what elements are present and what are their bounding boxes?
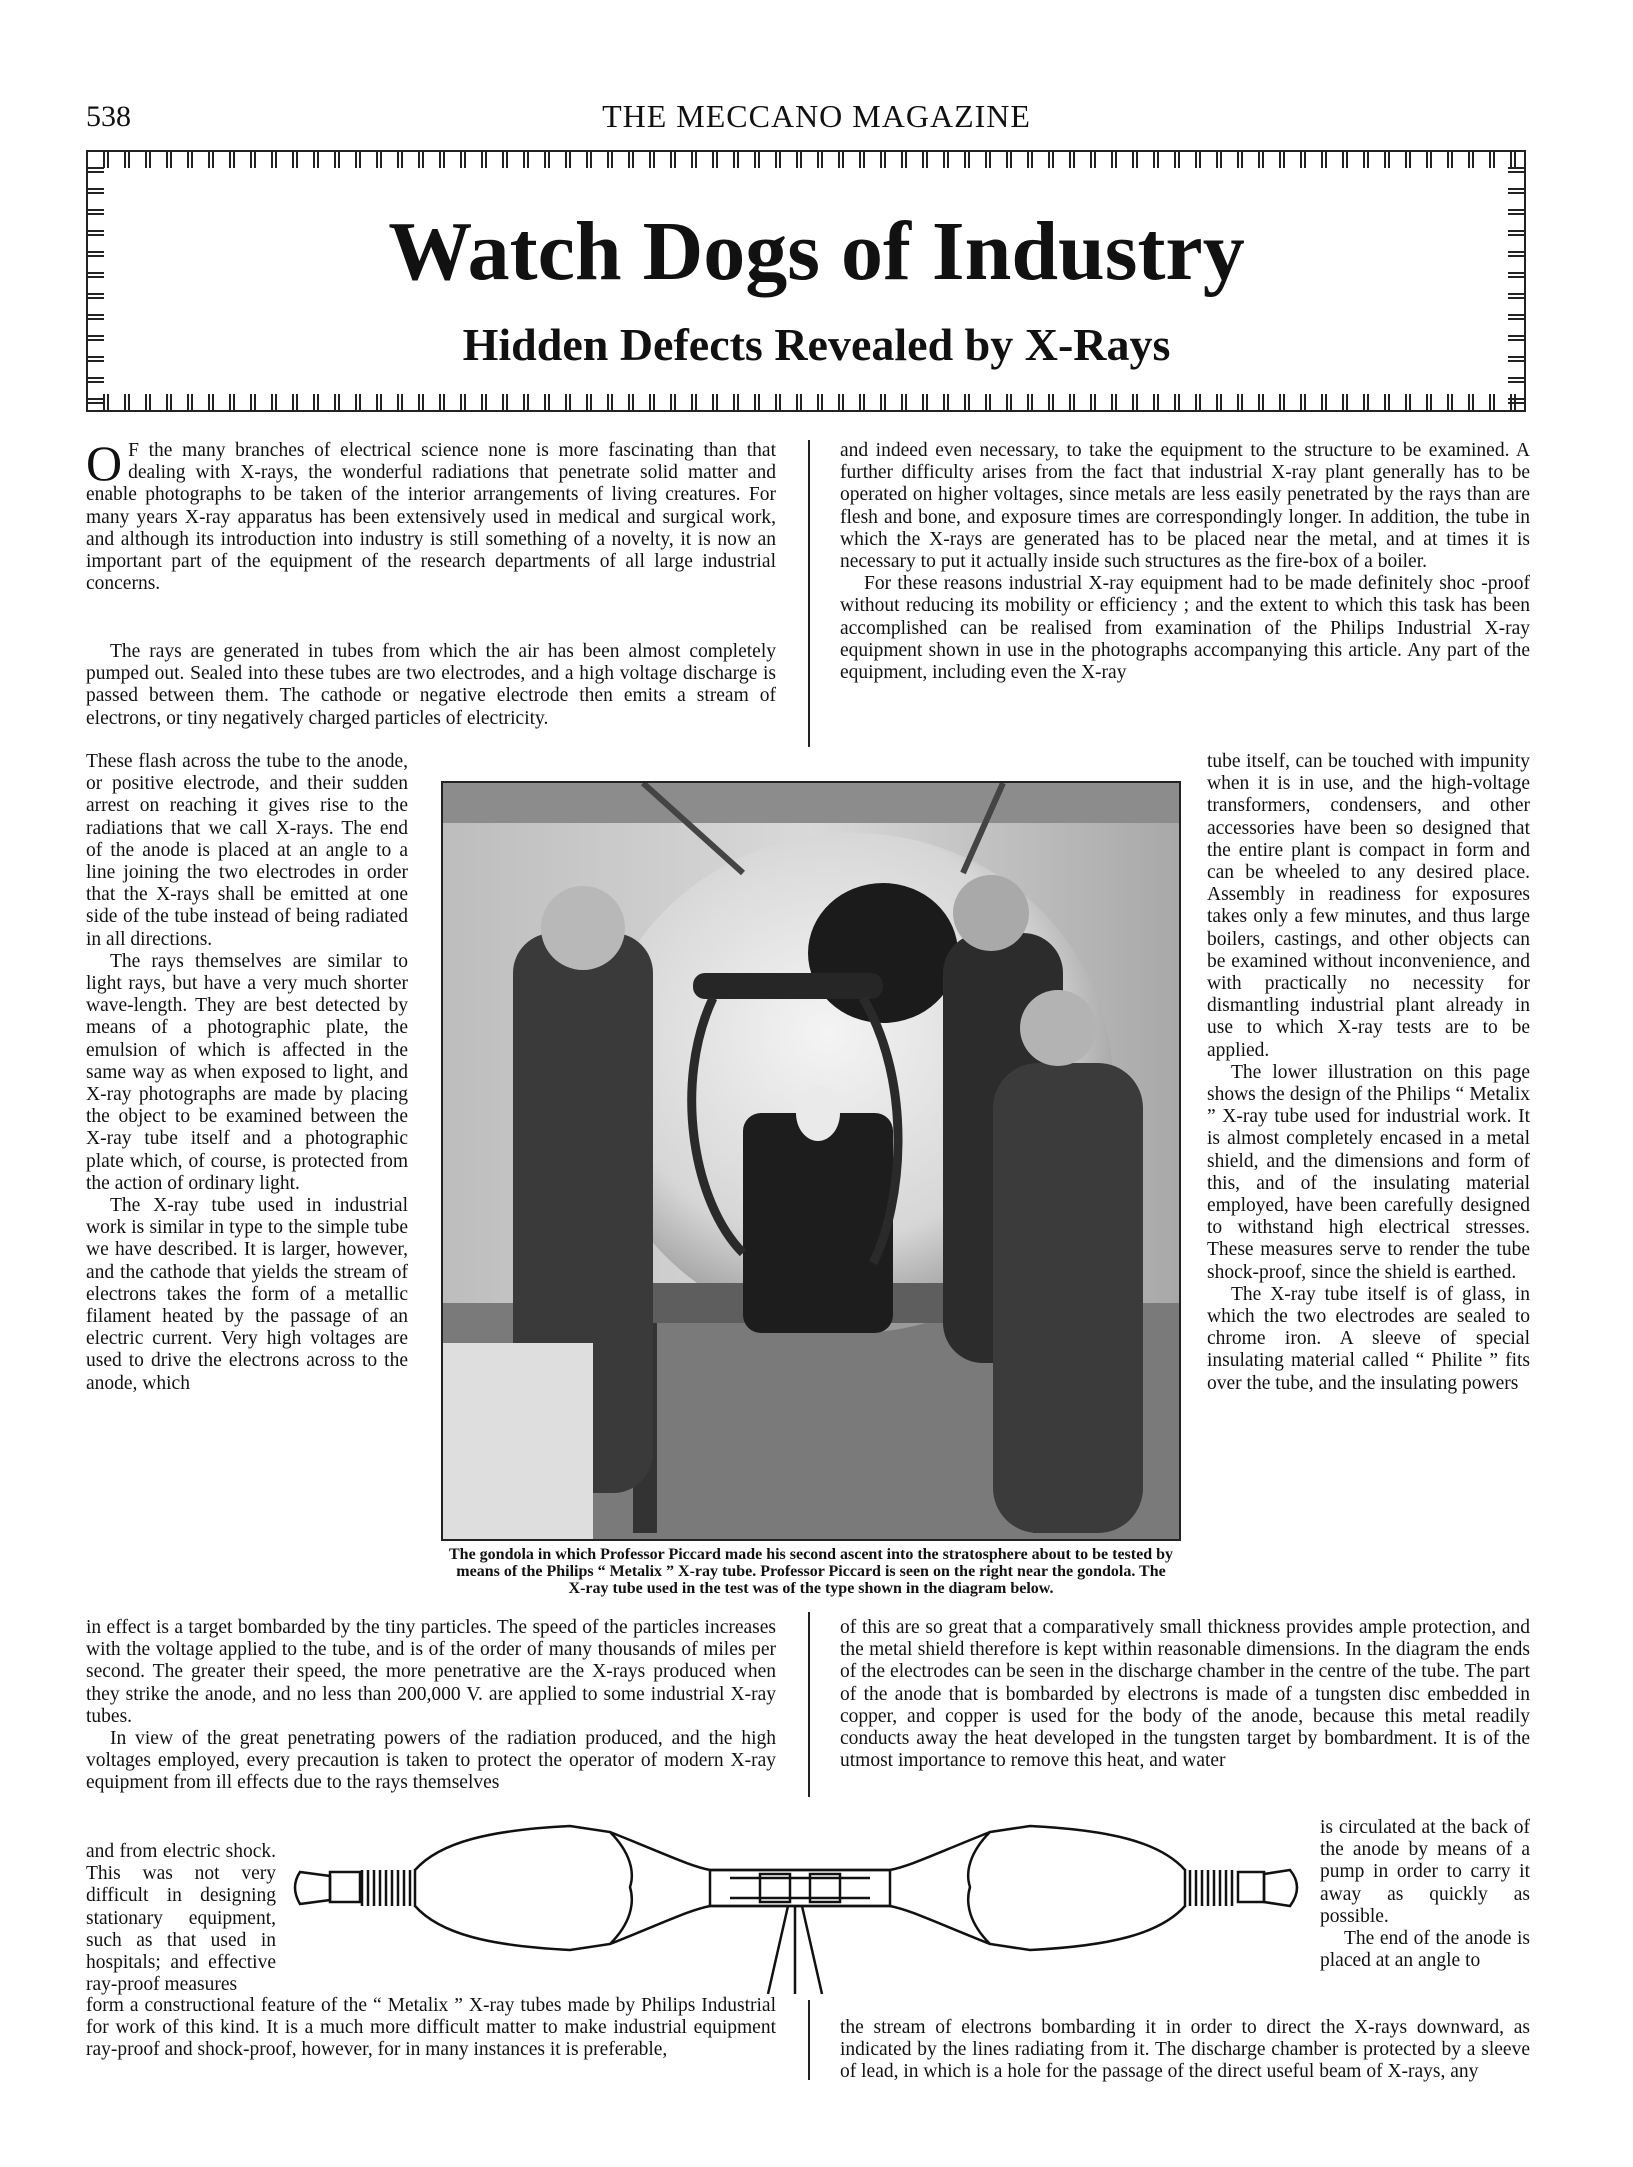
right-diagram-paragraph-2: The end of the anode is placed at an angle to: [1320, 1928, 1530, 1972]
right-bottom-paragraph: the stream of electrons bombarding it in order to direct the X-rays downward, as indicated by the lines radiating from it. The discharge chamber is protected by a sleeve of lead, in which is a hole for the passage of the direct useful beam of X-rays, any: [840, 2017, 1530, 2083]
shield-bottom: [610, 1906, 990, 1944]
right-connector: [1238, 1872, 1264, 1902]
right-bulb: [968, 1826, 1185, 1950]
column-rule-middle: [808, 1612, 810, 1797]
article-title: Watch Dogs of Industry: [388, 205, 1245, 298]
page-number: 538: [86, 100, 131, 133]
right-diagram-side-text: [1320, 1817, 1530, 1972]
left-narrow-paragraph-2: The rays themselves are similar to light rays, but have a very much shorter wave-length. They are best detected by means of a photographic plate, the emulsion of which is affected in the same way as when exposed to light, and X-ray photographs are made by placing the object to be examined between the X-ray tube itself and a photographic plate which, of course, is protected from the action of ordinary light.: [86, 950, 408, 1194]
left-narrow-paragraph-3: The X-ray tube used in industrial work is similar in type to the simple tube we have described. It is larger, however, and the cathode that yields the stream of electrons takes the form of a metallic filament heated by the passage of an electric current. Very high voltages are used to drive the electrons across to the anode, which: [86, 1195, 408, 1394]
right-hose-cap: [1264, 1870, 1297, 1906]
right-narrow-paragraph-2: The lower illustration on this page shows the design of the Philips “ Metalix ” X-ray tube used for industrial work. It is almost completely encased in a metal shield, and the dimensions and form of this, and of the insulating material employed, have been carefully designed to withstand high electrical stresses. These measures serve to render the tube shock-proof, since the shield is earthed.: [1207, 1061, 1530, 1283]
gondola-photo-image: [443, 783, 1179, 1539]
title-border-bottom: [86, 394, 1526, 412]
right-narrow-paragraph-3: The X-ray tube itself is of glass, in which the two electrodes are sealed to chrome iron. A sleeve of special insulating material called “ Philite ” fits over the tube, and the insulating powers: [1207, 1283, 1530, 1394]
left-wide-paragraph-2: In view of the great penetrating powers of the radiation produced, and the high voltages employed, every precaution is taken to protect the operator of modern X-ray equipment from ill effects due to the rays themselves: [86, 1728, 776, 1794]
magazine-title: THE MECCANO MAGAZINE: [602, 98, 1031, 134]
left-wide-paragraph-1: in effect is a target bombarded by the tiny particles. The speed of the particles increases with the voltage applied to the tube, and is of the order of many thousands of miles per second. The greater their speed, the more penetrative are the X-rays produced when they strike the anode, and no less than 200,000 V. are applied to some industrial X-ray tubes.: [86, 1617, 776, 1727]
column-rule-top: [808, 440, 810, 747]
drop-cap: O: [86, 435, 123, 491]
left-narrow-text: [86, 751, 408, 1395]
right-paragraph-1: and indeed even necessary, to take the equipment to the structure to be examined. A further difficulty arises from the fact that industrial X-ray plant generally has to be operated on higher voltages, since metals are less easily penetrated by the rays than are flesh and bone, and exposure times are correspondingly longer. In addition, the tube in which the X-rays are generated has to be placed near the metal, and at times it is necessary to put it actually inside such structures as the fire-box of a boiler.: [840, 440, 1530, 573]
left-coil: [362, 1870, 410, 1906]
right-paragraph-2: For these reasons industrial X-ray equipment had to be made definitely shoc -proof without reducing its mobility or efficiency ; and the extent to which this task has been accomplished can be realised from examination of the Philips Industrial X-ray equipment shown in use in the photographs accompanying this article. Any part of the equipment, including even the X-ray: [840, 573, 1530, 684]
column-rule-bottom: [808, 2000, 810, 2080]
right-narrow-text: [1207, 751, 1530, 1395]
gondola-photo: [441, 781, 1181, 1541]
right-diagram-paragraph-1: is circulated at the back of the anode by means of a pump in order to carry it away as quickly as possible.: [1320, 1817, 1530, 1927]
photo-caption: The gondola in which Professor Piccard made his second ascent into the stratosphere about to be tested by means of the Philips “ Metalix ” X-ray tube. Professor Piccard is seen on the right near the gondola. The X-ray tube used in the test was of the type shown in the diagram below.: [449, 1546, 1173, 1597]
left-hose-cap: [295, 1872, 330, 1904]
left-diagram-side-text: and from electric shock. This was not very difficult in designing stationary equipment, such as that used in hospitals; and effective ray-proof measures: [86, 1841, 276, 1996]
xray-beam-line: [768, 1906, 788, 1994]
left-narrow-paragraph-1: These flash across the tube to the anode, or positive electrode, and their sudden arrest on reaching it gives rise to the radiations that we call X-rays. The end of the anode is placed at an angle to a line joining the two electrodes in order that the X-rays shall be emitted at one side of the tube instead of being radiated in all directions.: [86, 751, 408, 950]
right-top-text: [840, 440, 1530, 684]
discharge-chamber: [710, 1870, 890, 1906]
left-connector: [330, 1872, 360, 1902]
left-paragraph-2: The rays are generated in tubes from which the air has been almost completely pumped out. Sealed into these tubes are two electrodes, and a high voltage discharge is passed between them. The cathode or negative electrode then emits a stream of electrons, or tiny negatively charged particles of electricity.: [86, 641, 776, 729]
intro-paragraph: O F the many branches of electrical science none is more fascinating than that dealing with X-rays, the wonderful radiations that penetrate solid matter and enable photographs to be taken of the interior arrangements of living creatures. For many years X-ray apparatus has been extensively used in medical and surgical work, and although its introduction into industry is still something of a novelty, it is now an important part of the equipment of the research departments of all large industrial concerns.: [86, 435, 776, 595]
xray-tube-diagram: [290, 1812, 1310, 2002]
shield-top: [610, 1832, 990, 1870]
right-coil: [1190, 1870, 1232, 1906]
left-bottom-paragraph: form a constructional feature of the “ Metalix ” X-ray tubes made by Philips Industrial for work of this kind. It is a much more difficult matter to make industrial equipment ray-proof and shock-proof, however, for in many instances it is preferable,: [86, 1995, 776, 2061]
article-subtitle: Hidden Defects Revealed by X-Rays: [462, 319, 1171, 370]
left-wide-continuation: [86, 1617, 776, 1795]
right-wide-continuation: of this are so great that a comparatively small thickness provides ample protection, and the metal shield therefore is kept within reasonable dimensions. In the diagram the ends of the electrodes can be seen in the discharge chamber in the centre of the tube. The part of the anode that is bombarded by electrons is made of a tungsten disc embedded in copper, and copper is used for the body of the anode, because this metal readily conducts away the heat developed in the tungsten target by bombardment. It is of the utmost importance to remove this heat, and water: [840, 1617, 1530, 1772]
title-border-top: [86, 150, 1526, 168]
right-narrow-paragraph-1: tube itself, can be touched with impunity when it is in use, and the high-voltage transformers, condensers, and other accessories have been so designed that the entire plant is compact in form and can be wheeled to any desired place. Assembly in readiness for exposures takes only a few minutes, and thus large boilers, castings, and other objects can be examined without inconvenience, and with practically no necessity for dismantling industrial plant already in use to which X-ray tests are to be applied.: [1207, 751, 1530, 1061]
left-bulb: [415, 1826, 632, 1950]
